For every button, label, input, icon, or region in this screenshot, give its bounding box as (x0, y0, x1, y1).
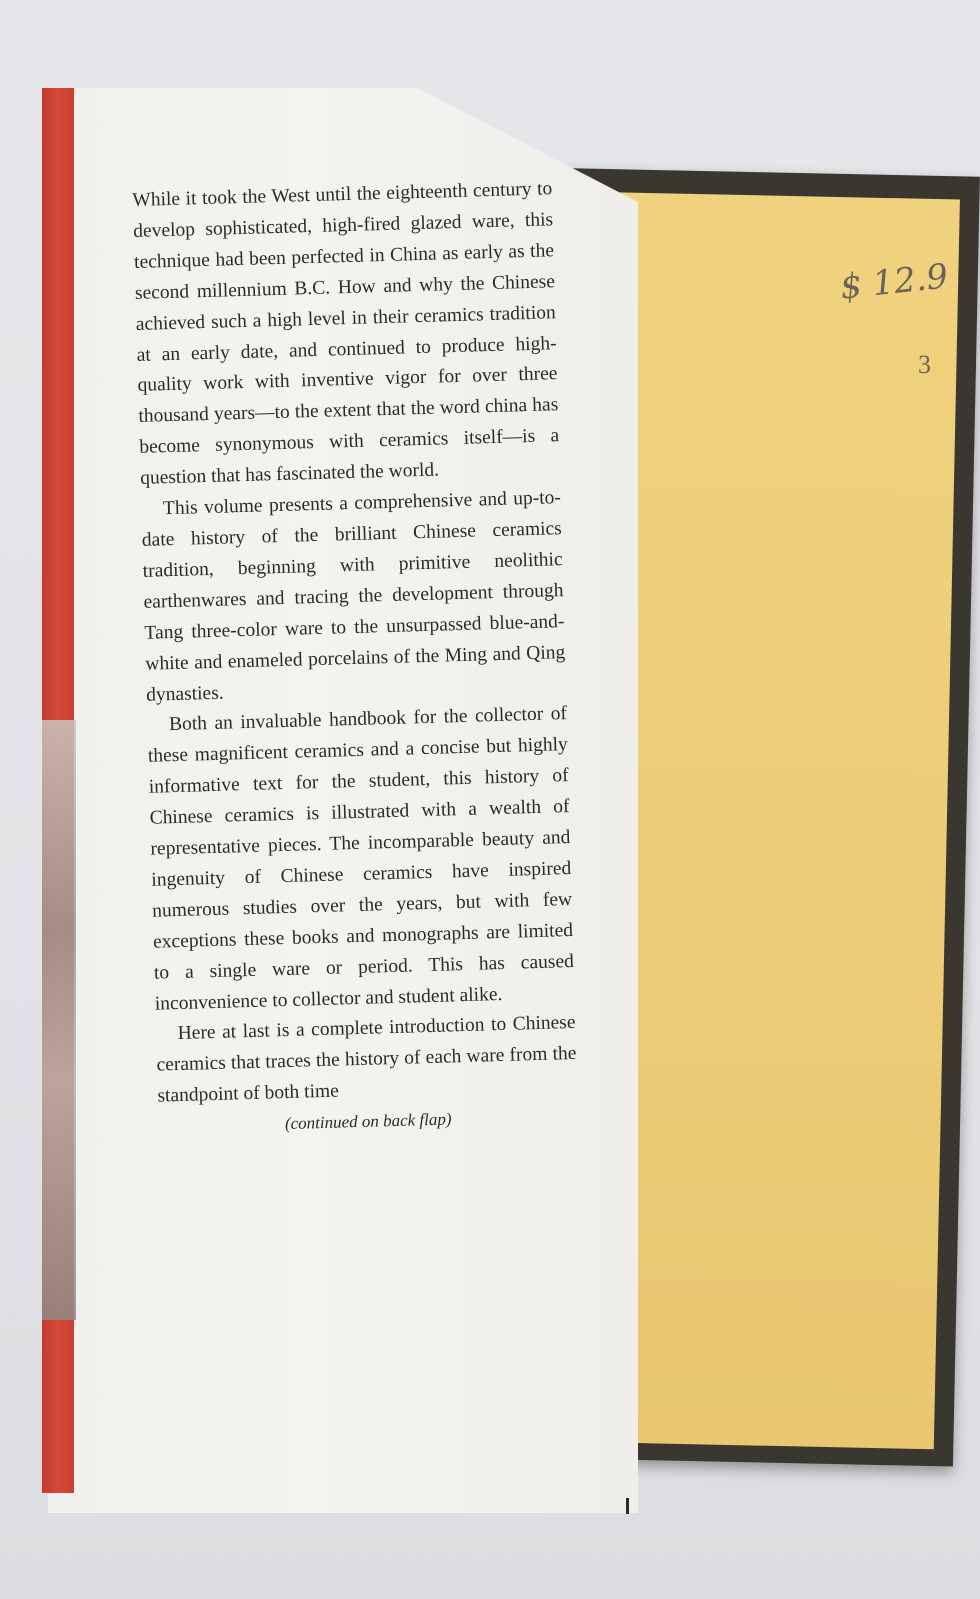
flap-text (132, 174, 579, 1143)
paragraph-1: While it took the West until the eighteenth century to develop sophisticated, high-fired glazed ware, this technique had been perfected in China as early as the second millennium B.C. How and why the Chinese achieved such a high level in their ceramics tradition at an early date, and continued to produce high-quality work with inventive vigor for over three thousand years—to the extent that the word china has become synonymous with ceramics itself—is a question that has fascinated the world. (132, 178, 560, 490)
paragraph-4: Here at last is a complete introduction to Chinese ceramics that traces the history of each ware from the standpoint of both time (156, 1012, 577, 1107)
handwritten-mark: 3 (918, 350, 931, 379)
continued-note: (continued on back flap) (284, 1109, 452, 1134)
paragraph-2: This volume presents a comprehensive and up-to-date history of the brilliant Chinese ceramics tradition, beginning with primitive neolithic earthenwares and tracing the development through Tang three-color ware to the unsurpassed blue-and-white and enameled porcelains of the Ming and Qing dynasties. (141, 487, 566, 706)
paragraph-3: Both an invaluable handbook for the collector of these magnificent ceramics and a concise but highly informative text for the student, this history of Chinese ceramics is illustrated with a wealth of representative pieces. The incomparable beauty and ingenuity of Chinese ceramics have inspired numerous studies over the years, but with few exceptions these books and monographs are limited to a single ware or period. This has caused inconvenience to collector and student alike. (147, 703, 575, 1015)
handwritten-price-mark: $ 12.9 (838, 256, 950, 308)
corner-mark (626, 1498, 629, 1514)
jacket-cover-art-edge (42, 720, 76, 1320)
